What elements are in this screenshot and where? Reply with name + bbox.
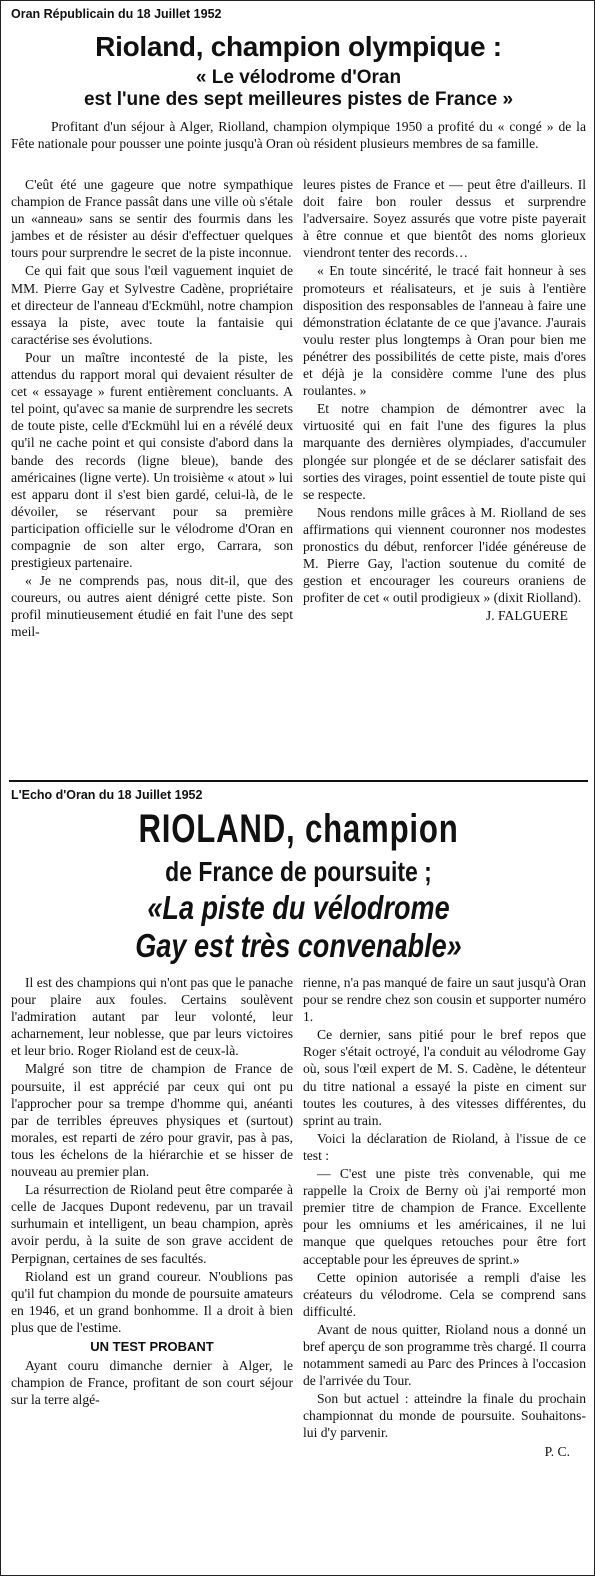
article2-headline-2: de France de poursuite ; xyxy=(165,856,432,887)
article2-right-column xyxy=(303,974,586,1460)
article2-left-paragraph: Rioland est un grand coureur. N'oublions pas qu'il fut champion du monde de poursuite amateurs en 1946, et un grand bonhomme. Il a droit à bien plus que de l'estime. xyxy=(11,1268,293,1335)
article1-left-paragraph: « Je ne comprends pas, nous dit-il, que des coureurs, ou autres aient dénigré cette piste. Son profil minutieusement étudié en fait l'une des sept meil- xyxy=(11,573,293,640)
article1-right-column xyxy=(303,176,586,624)
section-divider xyxy=(9,780,588,782)
article2-subhead: UN TEST PROBANT xyxy=(90,1338,214,1354)
article2-right-paragraph: Avant de nous quitter, Rioland nous a donné un bref aperçu de son programme très chargé. Il courra notamment samedi au Parc des Princes à l'occasion de l'arrivée du Tour. xyxy=(303,1321,586,1389)
article2-right-paragraph: — C'est une piste très convenable, qui me rappelle la Croix de Berny où j'ai remporté mon premier titre de champion de France. Excellente pour les omniums et les américaines, il ne lui manque que quelques retouches pour être fort acceptable pour les épreuves de sprint.» xyxy=(303,1166,586,1267)
article1-subheadline-1: « Le vélodrome d'Oran xyxy=(195,67,402,88)
article2-signature: P. C. xyxy=(544,1443,570,1459)
article2-left-column xyxy=(11,974,293,1408)
article1-right-paragraph: leures pistes de France et — peut être d'ailleurs. Il doit faire bon rouler dessus et surprendre l'adversaire. Soyez assurés que votre piste payerait à être connue et que bientôt des noms glorieux viendront tenter des records… xyxy=(303,177,586,261)
article1-right-paragraph: Et notre champion de démontrer avec la virtuosité qui en fait l'une des figures la plus marquante des dernières olympiades, d'accumuler plongée sur plongée et de se déclarer satisfait des sorties des virages, point essentiel de toute piste qui se respecte. xyxy=(303,401,586,502)
article1-right-paragraph: « En toute sincérité, le tracé fait honneur à ses promoteurs et réalisateurs, et je suis à l'entière disposition des responsables de l'anneau à faire une démonstration éclatante de ce que j'avance. J'aurais voulu rester plus longtemps à Oran pour bien me pénétrer des possibilités de cette piste, mais d'ores et déjà je la considère comme l'une des plus roulantes. » xyxy=(303,263,586,399)
article2-left-paragraph: Malgré son titre de champion de France de poursuite, il est apprécié par ceux qui ont pu l'approcher pour sa trempe d'homme qui, anéanti par de terribles épreuves physiques et (surtout) morales, est reparti de zéro pour gravir, pas à pas, tous les échelons de la hiérarchie et se hisser de nouveau au premier plan. xyxy=(11,1061,293,1180)
article2-headline-3: «La piste du vélodrome xyxy=(147,889,450,926)
article1-subheadline-2: est l'une des sept meilleures pistes de France » xyxy=(83,89,514,110)
article1-headline: Rioland, champion olympique : xyxy=(95,31,502,62)
article1-intro xyxy=(11,118,586,152)
article2-right-paragraph: rienne, n'a pas manqué de faire un saut jusqu'à Oran pour se rendre chez son cousin et supporter numéro 1. xyxy=(303,975,586,1025)
article1-left-paragraph: Pour un maître incontesté de la piste, les attendus du rapport moral qui devaient résulter de cet « essayage » furent entièrement concluants. A tel point, qu'avec sa manie de surprendre les secrets de toute piste, celle d'Eckmühl lui en a révélé deux qu'il ne cache point et qui consiste d'abord dans la bande des records (ligne bleue), bande des américaines (ligne verte). Un troisième « atout » lui est apparu dont il s'est bien gardé, celui-là, de le dévoiler, se réservant pour sa première participation officielle sur le vélodrome d'Oran en compagnie de son alter ergo, Carrara, son prestigieux partenaire. xyxy=(11,349,293,571)
article2-right-paragraph: Ce dernier, sans pitié pour le bref repos que Roger s'était octroyé, l'a conduit au vélodrome Gay où, sous l'œil expert de M. S. Cadène, le détenteur du titre national a essayé la piste en ciment sur toutes les coutures, à des vitesses différentes, du sprint au train. xyxy=(303,1027,586,1128)
article1-left-column xyxy=(11,176,293,641)
article2-left-paragraph: La résurrection de Rioland peut être comparée à celle de Jacques Dupont redevenu, par un travail surhumain et intelligent, un beau champion, après avoir perdu, à la suite de son grave accident de Perpignan, certaines de ses facultés. xyxy=(11,1182,293,1266)
article1-intro-text: Profitant d'un séjour à Alger, Riolland, champion olympique 1950 a profité du « congé » de la Fête nationale pour pousser une pointe jusqu'à Oran où résident plusieurs membres de sa famille. xyxy=(11,119,586,152)
article1-right-paragraph: Nous rendons mille grâces à M. Riolland de ses affirmations qui viennent couronner nos modestes pronostics du début, renforcer l'idée généreuse de M. Pierre Gay, l'action soutenue du comité de gestion et encourager les coureurs oraniens de profiter de cet « outil prodigieux » (dixit Riolland). xyxy=(303,504,586,606)
article1-source: Oran Républicain du 18 Juillet 1952 xyxy=(11,7,222,21)
article1-signature: J. FALGUERE xyxy=(485,608,568,624)
article1-left-paragraph: C'eût été une gageure que notre sympathique champion de France passât dans une ville où s'étale un «anneau» sans se sentir des fourmis dans les jambes et de résister au désir d'effectuer quelques tours pour surprendre le secret de la piste inconnue. xyxy=(11,177,293,261)
article2-source: L'Echo d'Oran du 18 Juillet 1952 xyxy=(11,788,203,802)
article2-headline-1: RIOLAND, champion xyxy=(138,807,459,851)
article2-right-paragraph: Cette opinion autorisée a rempli d'aise les créateurs du vélodrome. Cela se comprend sans difficulté. xyxy=(303,1269,586,1319)
article2-headline-4: Gay est très convenable» xyxy=(135,927,462,964)
article2-left-paragraph: Il est des champions qui n'ont pas que le panache pour plaire aux foules. Certains soulèvent l'admiration autant par leur volonté, leur acharnement, leur noblesse, que par leurs victoires et leur brio. Roger Rioland est de ceux-là. xyxy=(11,975,293,1059)
article1-left-paragraph: Ce qui fait que sous l'œil vaguement inquiet de MM. Pierre Gay et Sylvestre Cadène, propriétaire et directeur de l'anneau d'Eckmühl, notre champion essaya la piste, avec toute la fantaisie qui caractérise ses évolutions. xyxy=(11,263,293,347)
article2-right-paragraph: Son but actuel : atteindre la finale du prochain championnat du monde de poursuite. Souhaitons-lui d'y parvenir. xyxy=(303,1391,586,1441)
article2-right-paragraph: Voici la déclaration de Rioland, à l'issue de ce test : xyxy=(303,1130,586,1163)
article2-left-paragraph: Ayant couru dimanche dernier à Alger, le champion de France, profitant de son court séjour sur la terre algé- xyxy=(11,1358,293,1408)
